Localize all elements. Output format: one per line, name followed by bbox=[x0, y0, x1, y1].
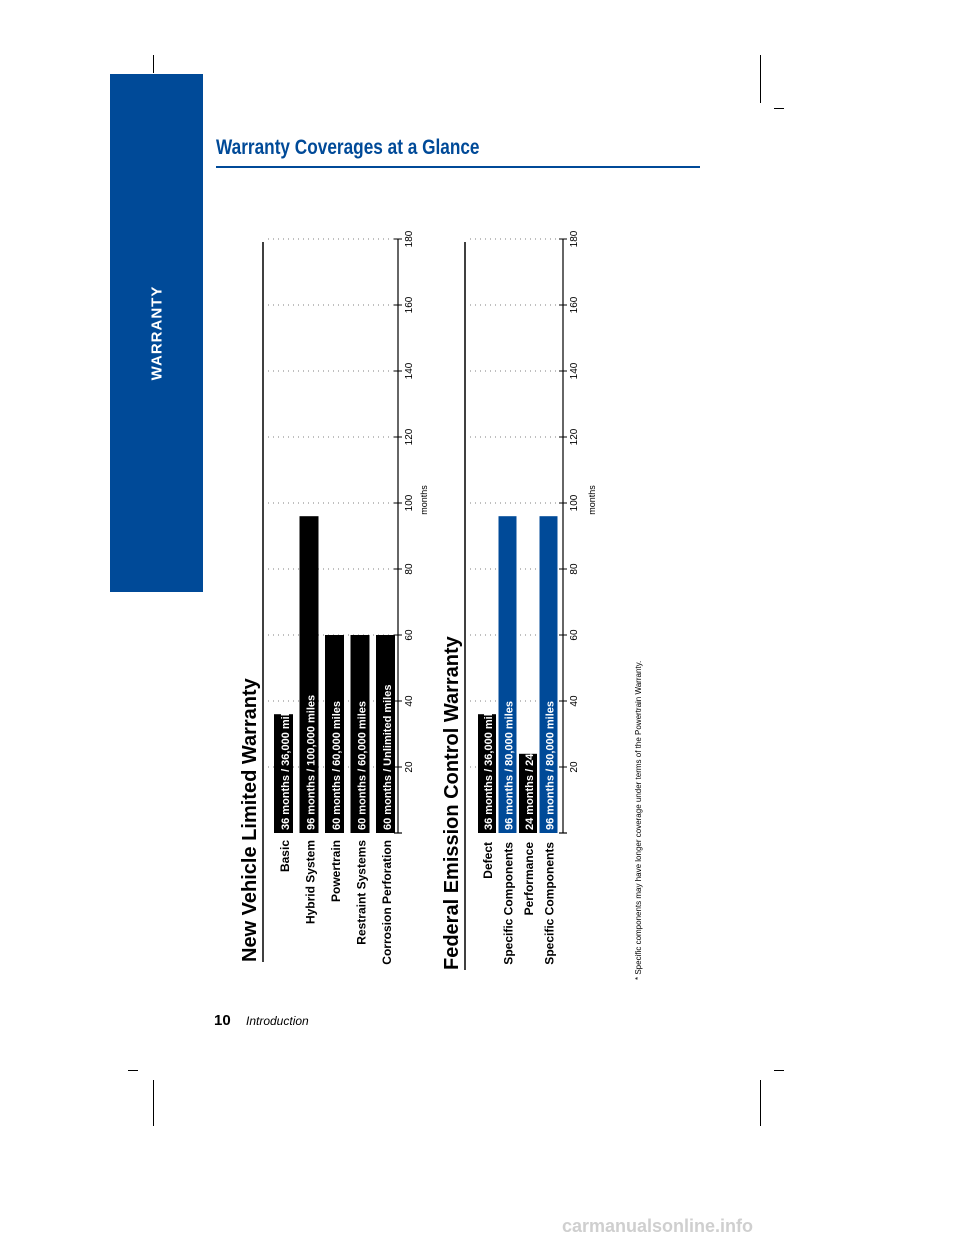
category-label: Basic bbox=[278, 840, 292, 873]
category-label: Powertrain bbox=[329, 840, 343, 903]
bar-label: 96 months / 80,000 miles bbox=[544, 700, 557, 830]
tick-label: 140 bbox=[569, 362, 580, 380]
x-axis-label: months bbox=[419, 485, 429, 515]
bar-label: 60 months / 60,000 miles bbox=[356, 700, 369, 830]
category-label: Performance bbox=[522, 842, 536, 916]
tick-label: 80 bbox=[569, 563, 580, 575]
category-label: Hybrid System bbox=[303, 840, 318, 925]
footnote: * Specific components may have longer coverage under terms of the Powertrain Warranty. bbox=[634, 660, 643, 980]
page-number: 10 bbox=[214, 1012, 231, 1029]
bar-label: 96 months / 100,000 miles bbox=[305, 694, 318, 830]
page-title: Warranty Coverages at a Glance bbox=[216, 136, 480, 159]
tick-label: 60 bbox=[569, 629, 580, 641]
bar-label: 36 months / 36,000 miles bbox=[280, 700, 292, 830]
chart-title: Federal Emission Control Warranty bbox=[441, 636, 463, 970]
tick-label: 40 bbox=[569, 695, 580, 707]
bar-label: 60 months / 60,000 miles bbox=[331, 700, 343, 830]
watermark: carmanualsonline.info bbox=[562, 1216, 754, 1236]
chart-title: New Vehicle Limited Warranty bbox=[239, 678, 261, 962]
category-label: Specific Components bbox=[501, 842, 516, 965]
category-label: Specific Components bbox=[542, 842, 557, 965]
tick-label: 160 bbox=[404, 296, 415, 314]
tick-label: 160 bbox=[569, 296, 580, 314]
tick-label: 80 bbox=[404, 563, 415, 575]
tick-label: 120 bbox=[569, 428, 580, 446]
sidebar-label: WARRANTY bbox=[148, 285, 165, 381]
category-label: Restraint Systems bbox=[354, 840, 369, 945]
bar-label: 24 months / 24,000 miles bbox=[524, 700, 536, 830]
tick-label: 100 bbox=[404, 494, 415, 512]
tick-label: 120 bbox=[404, 428, 415, 446]
tick-label: 20 bbox=[569, 761, 580, 773]
tick-label: 100 bbox=[569, 494, 580, 512]
tick-label: 180 bbox=[404, 230, 415, 248]
tick-label: 40 bbox=[404, 695, 415, 707]
federal-emission-warranty-chart bbox=[441, 230, 597, 970]
x-axis-label: months bbox=[587, 485, 597, 515]
new-vehicle-warranty-chart bbox=[239, 230, 429, 964]
footer-section: Introduction bbox=[246, 1014, 309, 1028]
tick-label: 60 bbox=[404, 629, 415, 641]
category-label: Defect bbox=[481, 842, 495, 879]
bar-label: 96 months / 80,000 miles bbox=[503, 700, 516, 830]
tick-label: 140 bbox=[404, 362, 415, 380]
tick-label: 20 bbox=[404, 761, 415, 773]
category-label: Corrosion Perforation bbox=[380, 840, 394, 965]
bar-label: 36 months / 36,000 miles* bbox=[483, 696, 495, 830]
bar-label: 60 months / Unlimited miles bbox=[382, 684, 394, 830]
tick-label: 180 bbox=[569, 230, 580, 248]
